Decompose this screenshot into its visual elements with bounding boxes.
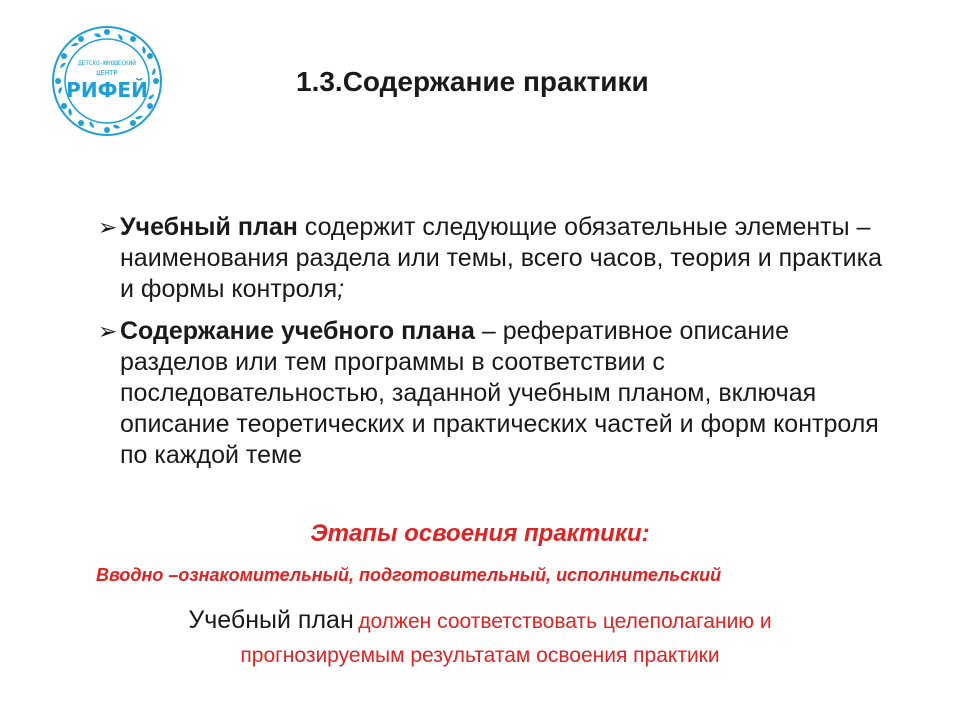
stages-list: Вводно –ознакомительный, подготовительный, исполнительский <box>96 565 722 585</box>
arrow-bullet-icon: ➢ <box>98 318 118 344</box>
bullet-list <box>98 212 898 482</box>
bullet-item-curriculum <box>98 212 898 305</box>
logo-name: РИФЕЙ <box>66 78 148 102</box>
bullet-text: – реферативное описание разделов или тем программы в соответствии с последовательностью, заданной учебным планом, включая описание теоретических и практических частей и форм контроля по каждой теме <box>120 317 879 469</box>
bullet-item-curriculum-content <box>98 316 898 471</box>
rifey-logo <box>48 22 166 140</box>
stages-heading: Этапы освоения практики: <box>310 520 650 547</box>
arrow-bullet-icon: ➢ <box>98 214 118 240</box>
bullet-term: Содержание учебного плана <box>120 317 475 345</box>
logo-line2: ЦЕНТР <box>96 69 118 77</box>
plan-note-lead: Учебный план <box>188 606 354 634</box>
bullet-term: Учебный план <box>120 213 298 241</box>
plan-note-line2: прогнозируемым результатам освоения практики <box>240 644 720 667</box>
bullet-tail: ; <box>337 275 345 303</box>
bullet-text: содержит следующие обязательные элементы – наименования раздела или темы, всего часов, теория и практика и формы контроля <box>120 213 882 303</box>
plan-note <box>0 604 960 672</box>
logo-line1: ДЕТСКО-ЮНОШЕСКИЙ <box>78 60 136 67</box>
page-title: 1.3.Содержание практики <box>296 66 649 97</box>
plan-note-line1: должен соответствовать целеполаганию и <box>358 610 772 633</box>
